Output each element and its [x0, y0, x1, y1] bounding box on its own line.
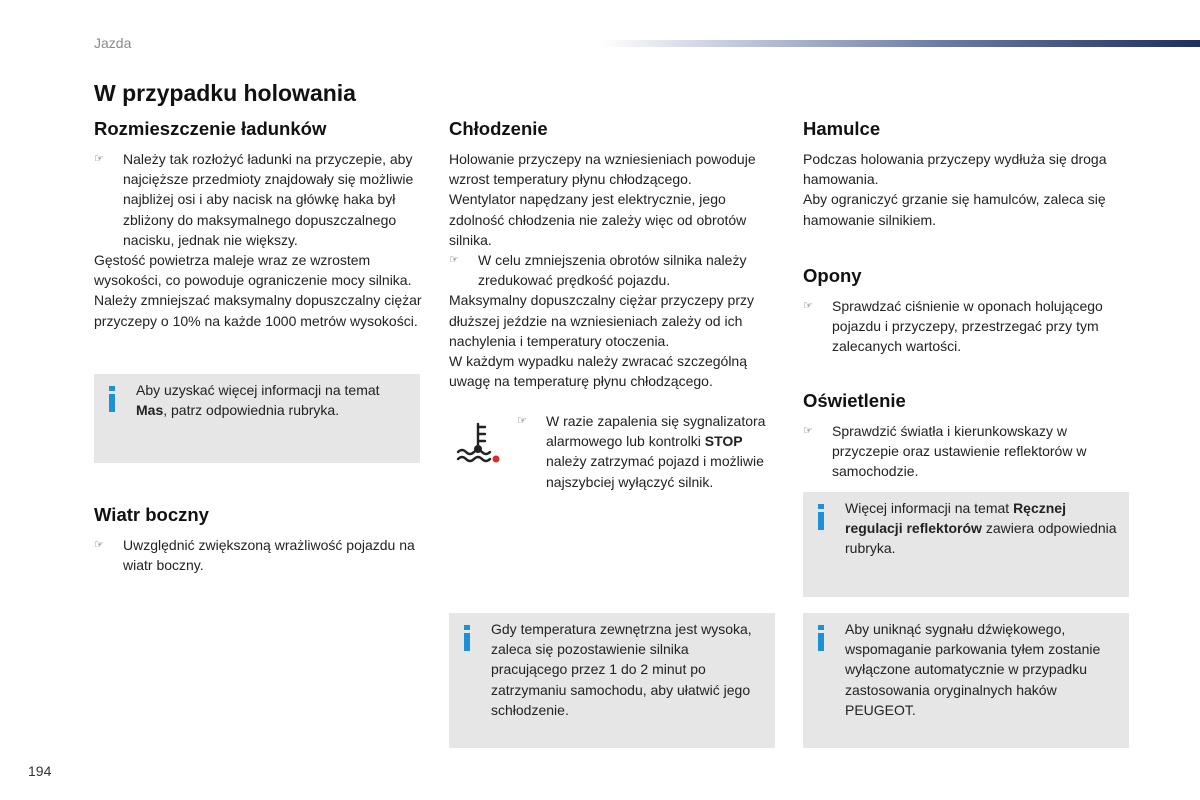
bullet-mark-icon: ☞ [94, 539, 104, 551]
bullet-tyres [803, 296, 1129, 357]
paragraph-brakes-2: Aby ograniczyć grzanie się hamulców, zaleca się hamowanie silnikiem. [803, 191, 1106, 228]
info-box-mass [94, 374, 420, 463]
bullet-text: Sprawdzać ciśnienie w oponach holującego pojazdu i przyczepy, przestrzegać przy tym zalecanych wartości. [832, 298, 1103, 355]
bullet-mark-icon: ☞ [449, 254, 459, 267]
info-icon [463, 625, 471, 651]
info-text: Więcej informacji na temat Ręcznej regulacji reflektorów zawiera odpowiednia rubryka. [845, 500, 1117, 557]
info-text: Aby uzyskać więcej informacji na temat Mas, patrz odpowiednia rubryka. [136, 382, 380, 419]
heading-load: Rozmieszczenie ładunków [94, 118, 327, 139]
bullet-mark-icon: ☞ [517, 415, 527, 427]
page-number: 194 [28, 763, 52, 779]
bullet-mark-icon: ☞ [94, 153, 104, 165]
column-tyres [803, 265, 1129, 357]
bullet-text: W razie zapalenia się sygnalizatora alarmowego lub kontrolki STOP należy zatrzymać pojazd i możliwie najszybciej wyłączyć silnik. [546, 413, 766, 490]
paragraph-cooling-2: Wentylator napędzany jest elektrycznie, jego zdolność chłodzenia nie zależy więc od obrotów silnika. [449, 191, 747, 248]
warning-stop [517, 411, 779, 492]
paragraph-altitude: Gęstość powietrza maleje wraz ze wzrostem wysokości, co powoduje ograniczenie mocy silnika. Należy zmniejszać maksymalny dopuszczalny ciężar przyczepy o 10% na każde 1000 metrów wysokości. [94, 252, 422, 329]
paragraph-cooling-3: Maksymalny dopuszczalny ciężar przyczepy przy dłuższej jeździe na wzniesieniach zależy od ich nachylenia i temperatury otoczenia. [449, 292, 754, 349]
paragraph-cooling-1: Holowanie przyczepy na wzniesieniach powoduje wzrost temperatury płynu chłodzącego. [449, 151, 756, 188]
bullet-wind [94, 535, 424, 575]
heading-brakes: Hamulce [803, 118, 881, 139]
column-wind [94, 504, 424, 575]
info-icon [108, 386, 116, 412]
bullet-text: Należy tak rozłożyć ładunki na przyczepie, aby najcięższe przedmioty znajdowały się możliwie najbliżej osi i aby nacisk na główkę haka był zbliżony do maksymalnego dopuszczalnego nacisku, jednak nie większy. [123, 151, 414, 248]
bullet-cooling [449, 250, 777, 290]
heading-lights: Oświetlenie [803, 390, 906, 411]
bullet-text: Sprawdzić światła i kierunkowskazy w przyczepie oraz ustawienie reflektorów w samochodzie. [832, 423, 1087, 480]
heading-wind: Wiatr boczny [94, 504, 209, 525]
section-label: Jazda [94, 35, 132, 51]
info-box-hot [449, 613, 775, 748]
bullet-mark-icon: ☞ [803, 300, 813, 312]
header-bar [600, 40, 1200, 47]
bullet-lights [803, 421, 1129, 482]
bullet-load [94, 149, 424, 250]
bullet-mark-icon: ☞ [803, 425, 813, 437]
info-text: Gdy temperatura zewnętrzna jest wysoka, zaleca się pozostawienie silnika pracującego przez 1 do 2 minut po zatrzymaniu samochodu, aby ułatwić jego schłodzenie. [491, 621, 752, 718]
heading-cooling: Chłodzenie [449, 118, 548, 139]
bullet-text: Uwzględnić zwiększoną wrażliwość pojazdu na wiatr boczny. [123, 537, 415, 574]
paragraph-brakes-1: Podczas holowania przyczepy wydłuża się droga hamowania. [803, 151, 1107, 188]
info-icon [817, 625, 825, 651]
column-cooling [449, 118, 777, 391]
info-text: Aby uniknąć sygnału dźwiękowego, wspomaganie parkowania tyłem zostanie wyłączone automatycznie w przypadku zastosowania oryginalnych haków PEUGEOT. [845, 621, 1101, 718]
page-title: W przypadku holowania [94, 80, 356, 106]
bullet-text: W celu zmniejszenia obrotów silnika należy zredukować prędkość pojazdu. [478, 252, 747, 289]
column-lights [803, 390, 1129, 482]
column-load [94, 118, 424, 331]
info-box-parking [803, 613, 1129, 748]
info-icon [817, 504, 825, 530]
info-box-lights [803, 492, 1129, 597]
column-brakes [803, 118, 1129, 230]
heading-tyres: Opony [803, 265, 862, 286]
paragraph-cooling-4: W każdym wypadku należy zwracać szczególną uwagę na temperaturę płynu chłodzącego. [449, 353, 748, 390]
coolant-temperature-warning-icon [452, 418, 504, 468]
